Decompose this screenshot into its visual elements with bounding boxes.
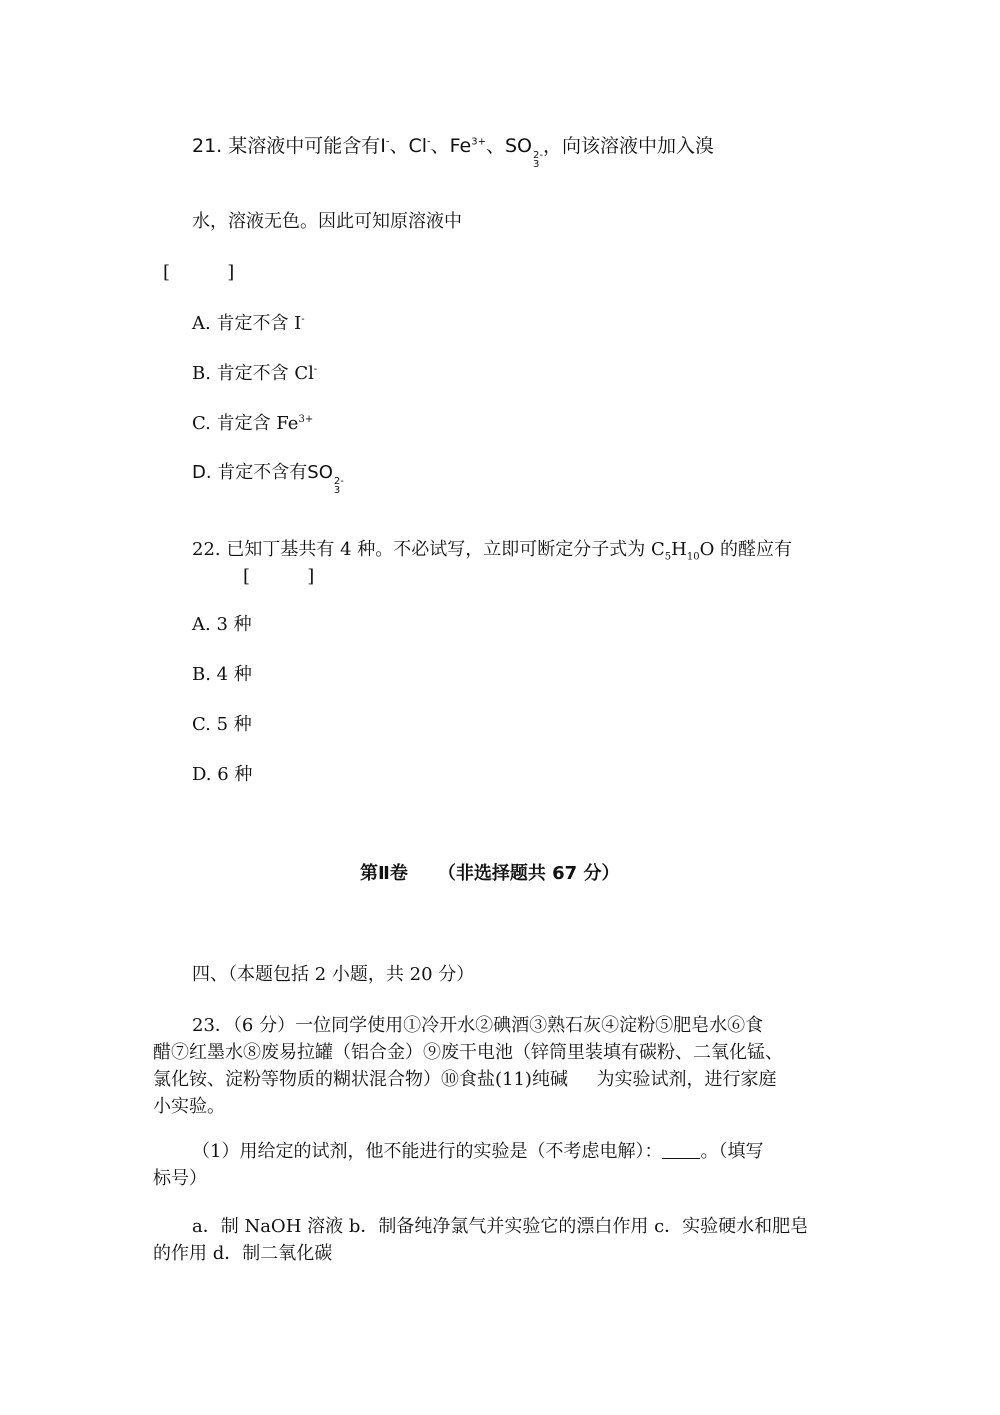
q22-stem [192,538,792,562]
q21-option-d-scripts [334,477,344,495]
q23-line2: 醋⑦红墨水⑧废易拉罐（铝合金）⑨废干电池（锌筒里装填有碳粉、二氧化锰、 [153,1042,783,1063]
q21-so3-charge: 2- [533,150,543,161]
q21-option-c-charge: 3+ [298,414,314,425]
q23-sub1-line1 [192,1140,763,1164]
q23-sub1-line2: 标号） [153,1168,207,1189]
q22-stem-mid: H [671,539,687,560]
q21-so3-scripts [533,151,543,169]
q22-sub-h: 10 [686,551,700,563]
q22-sub-c: 5 [664,551,672,563]
q21-ion2-charge: - [427,136,431,148]
q21-option-d-text: D. 肯定不含有SO [192,462,333,483]
q21-option-c [192,412,313,436]
q21-option-a-text: A. 肯定不含 I [192,313,302,334]
q22-option-b: B. 4 种 [192,664,252,685]
q23-choices-line2: 的作用 d．制二氧化碳 [153,1243,333,1264]
q21-ion3-charge: 3+ [471,136,486,148]
q21-sep2: 、Fe [430,135,472,157]
q21-stem-line1 [192,134,714,169]
q21-option-b [192,362,317,386]
q22-stem-prefix: 22. 已知丁基共有 4 种。不必试写，立即可断定分子式为 C [192,539,665,560]
q22-answer-bracket: [ ] [243,566,315,587]
section-heading [360,862,619,886]
q21-answer-bracket: [ ] [163,262,235,283]
q21-option-b-charge: - [313,364,318,375]
q21-option-b-text: B. 肯定不含 Cl [192,363,314,384]
q22-option-a: A. 3 种 [192,614,252,635]
q21-option-a-charge: - [301,314,305,325]
q21-suffix: ，向该溶液中加入溴 [543,135,715,157]
q22-stem-suffix: O 的醛应有 [699,539,793,560]
section-title: 第Ⅱ卷 [360,863,408,884]
q23-line4: 小实验。 [153,1096,225,1117]
q21-option-d-sub: 3 [333,485,341,496]
q23-sub1-text-a: （1）用给定的试剂，他不能进行的实验是（不考虑电解）： [192,1141,663,1162]
q21-prefix: 21. 某溶液中可能含有I [192,135,386,157]
section-subtitle: （非选择题共 67 分） [437,863,620,884]
q23-line3: 氯化铵、淀粉等物质的糊状混合物）⑩食盐(11)纯碱 为实验试剂，进行家庭 [153,1069,777,1090]
q21-option-a [192,312,305,336]
q21-option-d [192,461,344,495]
q21-option-c-text: C. 肯定含 Fe [192,413,299,434]
q22-option-c: C. 5 种 [192,714,252,735]
q21-sep1: 、Cl [389,135,428,157]
q23-sub1-answer-blank[interactable] [662,1140,700,1159]
q21-so3-sub: 3 [533,159,540,170]
q21-ion1-charge: - [385,136,390,148]
q21-sep3: 、SO [485,135,533,157]
q22-option-d: D. 6 种 [192,764,253,785]
part4-header: 四、（本题包括 2 小题，共 20 分） [192,964,475,985]
q21-stem-line2: 水，溶液无色。因此可知原溶液中 [192,211,462,232]
q21-option-d-charge: 2- [333,476,344,487]
q23-line1: 23．（6 分）一位同学使用①冷开水②碘酒③熟石灰④淀粉⑤肥皂水⑥食 [192,1015,764,1036]
q23-choices-line1: a．制 NaOH 溶液 b．制备纯净氯气并实验它的漂白作用 c．实验硬水和肥皂 [192,1216,809,1237]
q23-sub1-text-b: 。（填写 [700,1141,764,1162]
